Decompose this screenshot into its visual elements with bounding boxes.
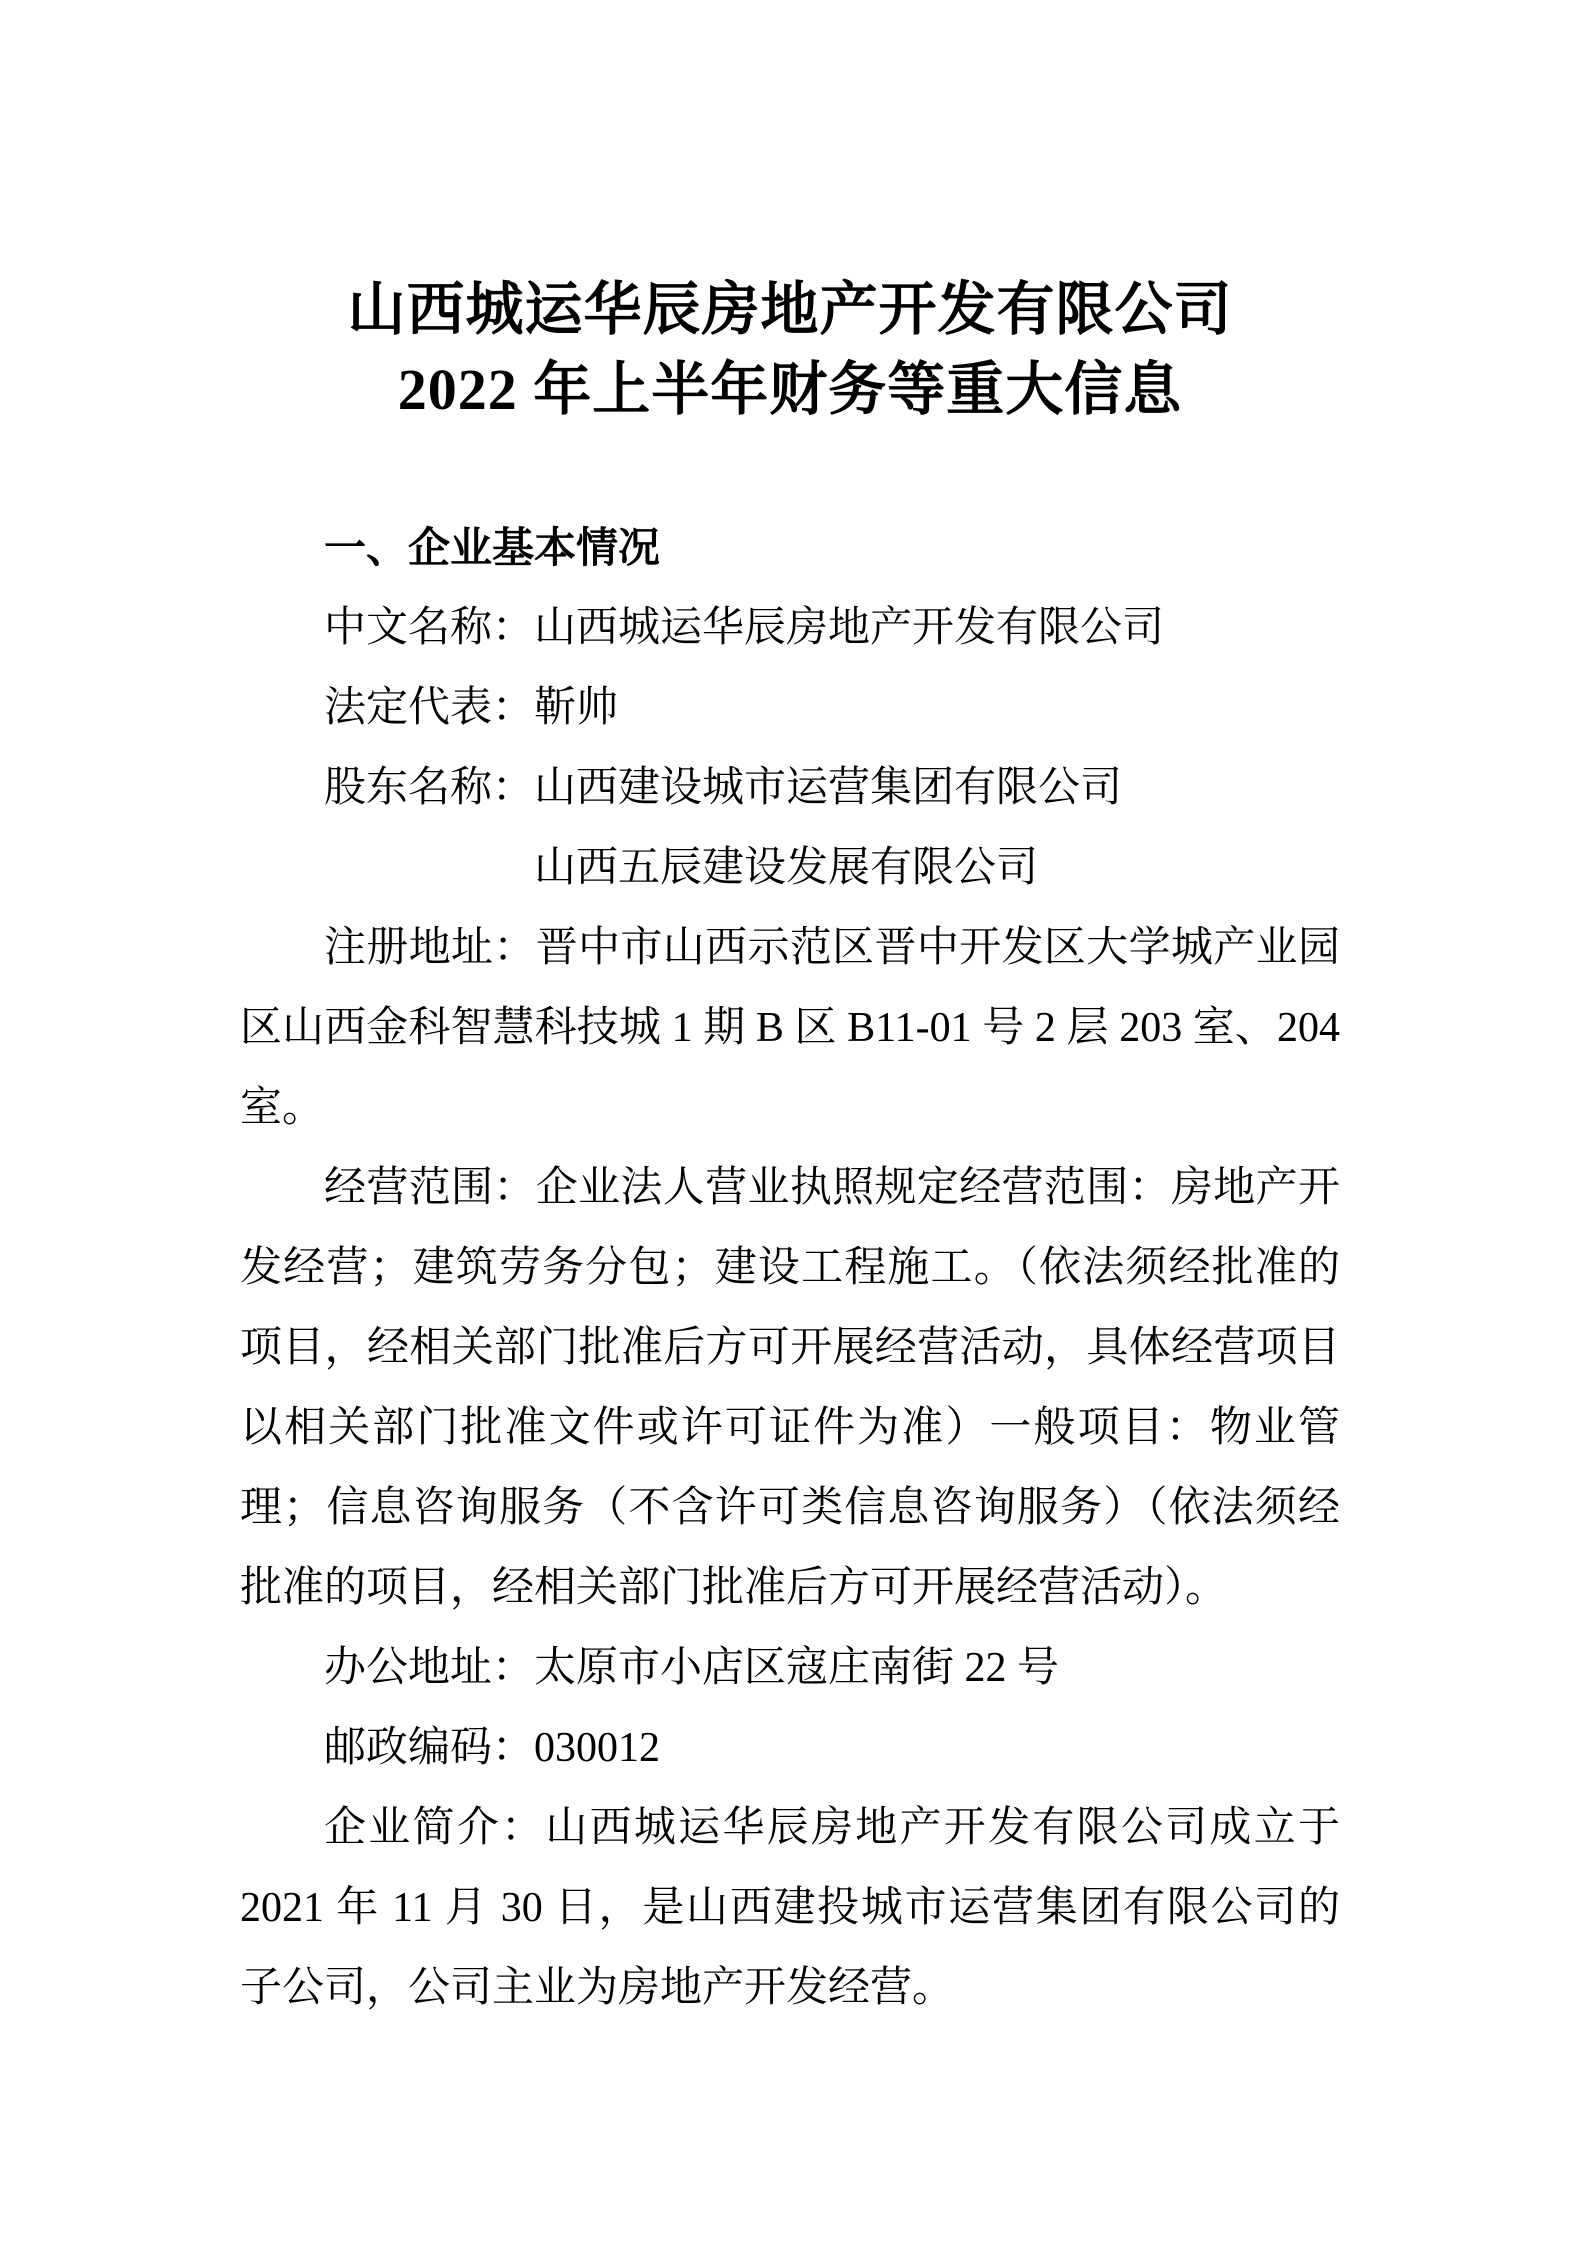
field-shareholder-name-label: 股东名称：	[324, 765, 535, 811]
document-title-line1: 山西城运华辰房地产开发有限公司	[347, 277, 1233, 342]
paragraph-business-scope-value: 企业法人营业执照规定经营范围：房地产开发经营；建筑劳务分包；建设工程施工。（依法须经批准的项目，经相关部门批准后方可开展经营活动，具体经营项目以相关部门批准文件或许可证件为准）一般项目：物业管理；信息咨询服务（不含许可类信息咨询服务）（依法须经批准的项目，经相关部门批准后方可开展经营活动）。	[240, 1165, 1340, 1611]
field-chinese-name-value: 山西城运华辰房地产开发有限公司	[534, 605, 1165, 651]
field-legal-representative	[240, 668, 1340, 748]
field-postal-code	[240, 1708, 1340, 1788]
field-office-address-value: 太原市小店区寇庄南街 22 号	[534, 1645, 1060, 1691]
document-title	[240, 270, 1340, 430]
paragraph-registered-address-value: 晋中市山西示范区晋中开发区大学城产业园区山西金科智慧科技城 1 期 B 区 B11-01 号 2 层 203 室、204 室。	[240, 925, 1340, 1131]
field-postal-code-label: 邮政编码：	[324, 1725, 535, 1771]
document-title-line2: 2022 年上半年财务等重大信息	[397, 357, 1183, 422]
field-legal-representative-label: 法定代表：	[324, 685, 535, 731]
field-chinese-name	[240, 588, 1340, 668]
paragraph-company-profile	[240, 1788, 1340, 2028]
paragraph-business-scope-label: 经营范围：	[324, 1165, 536, 1211]
field-chinese-name-label: 中文名称：	[324, 605, 535, 651]
paragraph-registered-address	[240, 908, 1340, 1148]
document-body	[240, 588, 1340, 2028]
section-heading-basic-info: 一、企业基本情况	[324, 524, 661, 571]
field-shareholder-name-second	[240, 828, 1340, 908]
paragraph-business-scope	[240, 1148, 1340, 1628]
paragraph-company-profile-label: 企业简介：	[324, 1805, 546, 1851]
field-shareholder-name	[240, 748, 1340, 828]
field-shareholder-name-second-value: 山西五辰建设发展有限公司	[534, 845, 1039, 891]
field-office-address-label: 办公地址：	[324, 1645, 535, 1691]
field-postal-code-value: 030012	[534, 1725, 661, 1771]
paragraph-registered-address-label: 注册地址：	[324, 925, 536, 971]
field-shareholder-name-value: 山西建设城市运营集团有限公司	[534, 765, 1123, 811]
field-legal-representative-value: 靳帅	[534, 685, 619, 731]
paragraph-company-profile-value: 山西城运华辰房地产开发有限公司成立于 2021 年 11 月 30 日，是山西建投城市运营集团有限公司的子公司，公司主业为房地产开发经营。	[240, 1805, 1340, 2011]
field-office-address	[240, 1628, 1340, 1708]
